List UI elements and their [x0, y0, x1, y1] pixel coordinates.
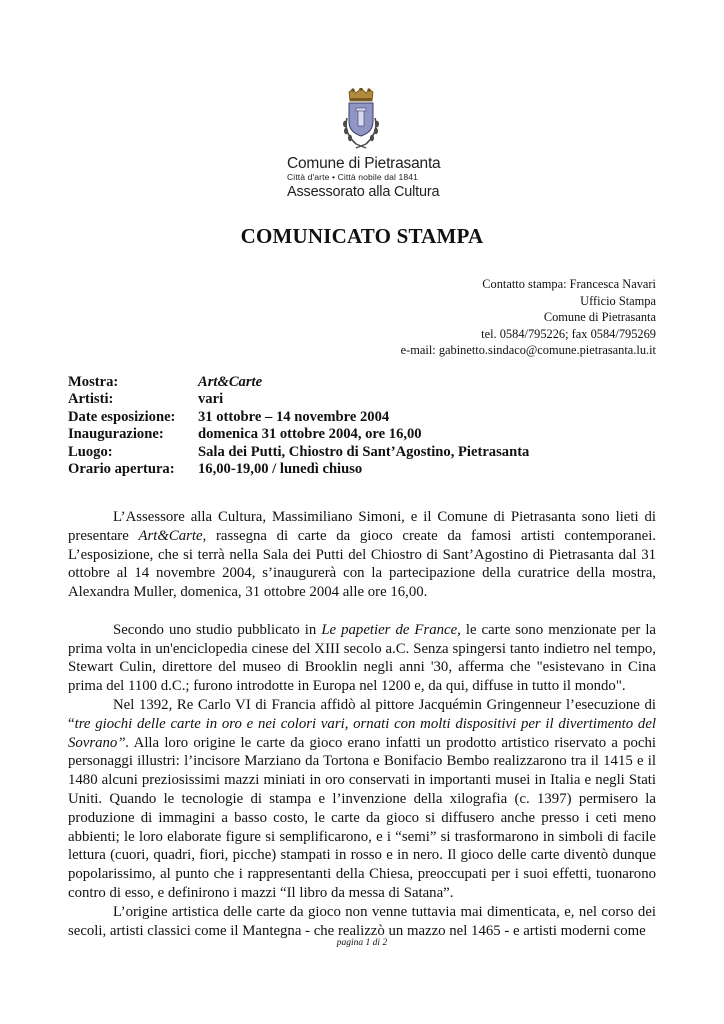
publication-title: Le papetier de France, — [321, 621, 461, 638]
paragraph-text: , rassegna di carte da gioco create da famosi artisti contemporanei. L’esposizione, che si terrà nella Sala dei Putti del Chiostro di Sant’Agostino di Pietrasanta dal 31 ottobre al 14 novembre 2004, s’inaugurerà con la partecipazione della curatrice della mostra, Alexandra Muller, domenica, 31 ottobre 2004 alle ore 16,00. — [68, 527, 657, 601]
contact-email[interactable]: e-mail: gabinetto.sindaco@comune.pietrasanta.lu.it — [400, 343, 656, 357]
detail-row-orario — [68, 461, 529, 478]
paragraph-text: Nel 1392, Re Carlo VI di Francia affidò al pittore Jacquémin Gringenneur l’esecuzione di “ — [68, 696, 656, 732]
municipal-crest-logo — [338, 88, 384, 156]
detail-label: Inaugurazione: — [68, 426, 164, 443]
page-number: pagina 1 di 2 — [336, 938, 388, 948]
detail-value: Art&Carte — [198, 374, 263, 390]
press-release-body — [68, 508, 656, 940]
organization-header — [287, 155, 457, 202]
event-details — [68, 374, 529, 478]
detail-row-luogo — [68, 444, 529, 461]
detail-value: Sala dei Putti, Chiostro di Sant’Agostino, Pietrasanta — [198, 443, 530, 460]
quoted-text: tre giochi delle carte in oro e nei colori vari, ornati con molti dispositivi per il divertimento del Sovrano”. — [68, 715, 656, 751]
contact-phone: tel. 0584/795226; fax 0584/795269 — [481, 326, 656, 341]
paragraph-text: le carte sono menzionate per la prima volta in un'enciclopedia cinese del XIII secolo a.C. Senza spingersi tanto indietro nel tempo, Stewart Culin, direttore del museo di Brooklin negli anni '30, afferma che "esistevano in Cina prima del 1100 d.C.; furono introdotte in Europa nel 1200 e, da qui, diffuse in tutto il mondo". — [68, 621, 657, 695]
paragraph-text: Secondo uno studio pubblicato in — [113, 621, 322, 638]
detail-value: domenica 31 ottobre 2004, ore 16,00 — [198, 426, 422, 443]
contact-line: Comune di Pietrasanta — [543, 310, 656, 324]
detail-label: Mostra: — [68, 374, 119, 390]
detail-row-mostra — [68, 374, 529, 391]
paragraph-text: Alla loro origine le carte da gioco erano infatti un prodotto artistico riservato a pochi personaggi illustri: l’incisore Marziano da Tortona e Bonifacio Bembo realizzarono tra il 1415 e il 1480 alcuni preziosissimi mazzi miniati in oro conservati in importanti musei in Italia e negli Stati Uniti. Quando le tecnologie di stampa e l’invenzione della xilografia (c. 1397) permisero la produzione di immagini a basso costo, le carte da gioco si diffusero anche presso i ceti meno abbienti; le loro elaborate figure si semplificarono, e i “semi” si trasformarono in simboli di facile lettura (cuori, quadri, fiori, picche) stampati in rosso e in nero. Il gioco delle carte diventò dunque popolarissimo, al punto che i rappresentanti della Chiesa, preoccupati per i suoi effetti, tuonarono contro di esso, e definirono i mazzi “Il libro da messa di Satana”. — [68, 734, 656, 901]
document-title: COMUNICATO STAMPA — [240, 224, 484, 248]
exhibition-name: Art&Carte — [138, 527, 203, 544]
contact-line: Contatto stampa: Francesca Navari — [482, 277, 656, 291]
press-contact-block — [401, 276, 656, 359]
paragraph-carlo-vi — [68, 696, 656, 903]
paragraph-history — [68, 621, 656, 696]
paragraph-text: L’Assessore alla Cultura, Massimiliano Simoni, e il Comune di Pietrasanta sono lieti di presentare — [68, 509, 656, 544]
org-subtitle: Città d'arte • Città nobile dal 1841 — [287, 172, 419, 182]
detail-value: 31 ottobre – 14 novembre 2004 — [198, 408, 390, 425]
detail-row-inaugurazione — [68, 426, 529, 443]
org-name: Comune di Pietrasanta — [287, 155, 441, 172]
detail-label: Luogo: — [68, 443, 113, 460]
detail-row-artisti — [68, 391, 529, 408]
detail-label: Orario apertura: — [68, 461, 175, 478]
department-name: Assessorato alla Cultura — [287, 184, 440, 200]
paragraph-intro — [68, 508, 656, 602]
contact-line: Ufficio Stampa — [580, 293, 656, 308]
detail-value: 16,00-19,00 / lunedì chiuso — [198, 461, 363, 478]
paragraph-artistic-origin: L’origine artistica delle carte da gioco non venne tuttavia mai dimenticata, e, nel corso dei secoli, artisti classici come il Mantegna - che realizzò un mazzo nel 1465 - e artisti moderni come — [68, 903, 656, 939]
detail-label: Artisti: — [68, 391, 114, 408]
detail-row-date — [68, 409, 529, 426]
detail-value: vari — [198, 391, 224, 408]
detail-label: Date esposizione: — [68, 408, 176, 425]
